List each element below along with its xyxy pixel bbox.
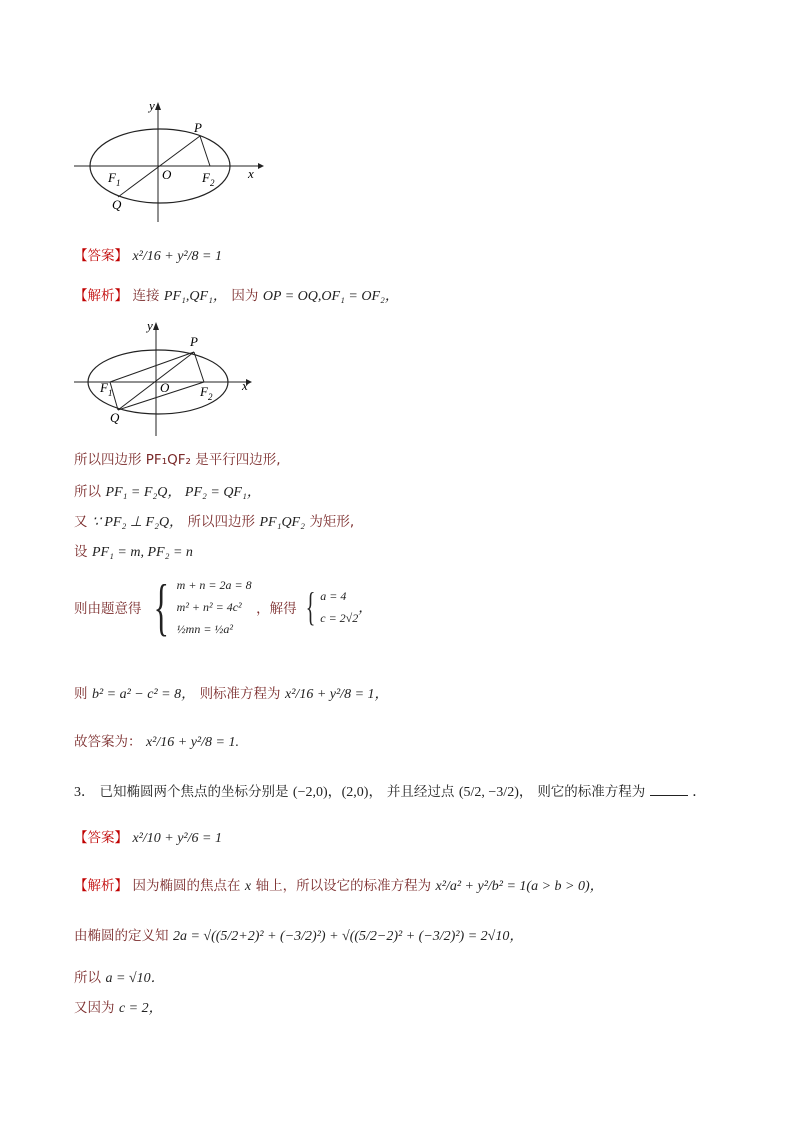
focus-f2-sub: 2 <box>208 392 213 402</box>
y-axis-label: y <box>147 318 153 333</box>
analysis-math-2: x²/a² + y²/b² = 1(a > b > 0)， <box>435 879 604 894</box>
step-math: ∵ PF₂ ⊥ F₂Q， <box>91 515 184 530</box>
ellipse-figure-1 <box>70 98 270 228</box>
step-text-2: ，解得 <box>256 601 297 617</box>
origin-label: O <box>162 167 172 182</box>
step-math-2: x²/16 + y²/8 = 1， <box>285 687 389 702</box>
equation-system <box>177 574 252 640</box>
analysis-text-2: 轴上，所以设它的标准方程为 <box>255 878 432 894</box>
q3-c-value-line <box>74 996 163 1017</box>
analysis-math-2: OP = OQ,OF₁ = OF₂， <box>262 289 399 304</box>
point-p-label: P <box>190 334 198 349</box>
left-brace: { <box>153 571 169 642</box>
analysis-text-2: 因为 <box>231 288 259 304</box>
step-text: 则 <box>74 686 88 702</box>
equation-row: m + n = 2a = 8 <box>176 578 252 592</box>
q2-answer-math: x²/16 + y²/8 = 1 <box>132 249 222 264</box>
focus-f1-label: F <box>108 170 116 185</box>
x-axis-label: x <box>248 166 254 181</box>
point-q-label: Q <box>110 410 120 425</box>
step-rectangle <box>74 510 354 531</box>
focus-f1-sub: 1 <box>108 388 113 398</box>
step-text: 又 <box>74 514 88 530</box>
answer-blank <box>650 783 688 796</box>
step-equal-sides <box>74 480 261 501</box>
step-text: 所以 <box>74 970 101 986</box>
point-p-label: P <box>194 120 202 135</box>
step-math-2: PF₁QF₂ <box>259 515 305 530</box>
q3-analysis-line <box>74 874 604 895</box>
y-axis-label: y <box>149 98 155 113</box>
step-b-squared <box>74 682 389 703</box>
analysis-text: 因为椭圆的焦点在 <box>132 878 241 894</box>
step-text: 又因为 <box>74 1000 115 1016</box>
step-final-answer <box>74 730 239 751</box>
step-text-2: 所以四边形 <box>187 514 256 530</box>
stem-text: 已知椭圆两个焦点的坐标分别是 <box>99 784 289 800</box>
focus-f2-sub: 2 <box>210 178 215 188</box>
left-brace: { <box>305 584 316 629</box>
step-math: x²/16 + y²/8 = 1. <box>145 735 239 750</box>
q2-analysis-line <box>74 284 399 305</box>
analysis-tag: 【解析】 <box>74 288 128 304</box>
step-text: 故答案为： <box>74 734 142 750</box>
step-text: 则由题意得 <box>74 601 142 617</box>
focus-f1-label: F <box>100 380 108 395</box>
answer-tag: 【答案】 <box>74 248 128 264</box>
focus-f2-label: F <box>202 170 210 185</box>
q3-definition-line <box>74 924 523 945</box>
ellipse-figure-2 <box>70 318 270 438</box>
stem-text-2: 并且经过点 <box>386 784 455 800</box>
ellipse-diagram-1 <box>70 98 270 228</box>
analysis-math: PF₁,QF₁， <box>163 289 227 304</box>
step-math: a = √10． <box>105 971 165 986</box>
stem-text-3: 则它的标准方程为 <box>537 784 646 800</box>
solution-system <box>320 585 358 629</box>
step-math: c = 2， <box>118 1001 163 1016</box>
stem-math: (−2,0)，(2,0)， <box>292 785 383 800</box>
q3-answer-line <box>74 826 222 847</box>
q3-answer-math: x²/10 + y²/6 = 1 <box>132 831 222 846</box>
stem-end: ． <box>692 785 707 800</box>
step-math: PF₁ = m, PF₂ = n <box>91 545 193 560</box>
step-math: b² = a² − c² = 8， <box>91 687 196 702</box>
step-text: 所以 <box>74 484 101 500</box>
step-text: 设 <box>74 544 88 560</box>
analysis-tag: 【解析】 <box>74 878 128 894</box>
step-system: 则由题意得 { m + n = 2a = 8 m² + n² = 4c² ½mn = ½a² ，解得 { a = 4 c = 2√2 ， <box>74 571 373 642</box>
step-set-variables <box>74 540 193 561</box>
step-text-2: 则标准方程为 <box>199 686 281 702</box>
q3-stem <box>74 780 706 801</box>
q3-a-value-line <box>74 966 165 987</box>
answer-tag: 【答案】 <box>74 830 128 846</box>
analysis-math: x <box>244 879 252 894</box>
focus-f2-label: F <box>200 384 208 399</box>
question-number: 3． <box>74 785 95 800</box>
solution-row: c = 2√2 <box>320 611 359 625</box>
analysis-text: 连接 <box>132 288 160 304</box>
definition-text: 由椭圆的定义知 <box>74 928 169 944</box>
step-text-3: 为矩形, <box>309 514 355 530</box>
q2-answer-line <box>74 244 222 265</box>
ellipse-diagram-2 <box>70 318 270 438</box>
origin-label: O <box>160 380 170 395</box>
definition-math: 2a = √((5/2+2)² + (−3/2)²) + √((5/2−2)² + (−3/2)²) = 2√10， <box>172 929 524 944</box>
point-q-label: Q <box>112 197 122 212</box>
equation-row: m² + n² = 4c² <box>176 600 242 614</box>
x-axis-label: x <box>242 378 248 393</box>
step-text: 所以四边形 PF₁QF₂ 是平行四边形, <box>74 452 281 468</box>
solution-row: a = 4 <box>320 589 347 603</box>
stem-math-2: (5/2, −3/2)， <box>458 785 533 800</box>
focus-f1-sub: 1 <box>116 178 121 188</box>
equation-row: ½mn = ½a² <box>176 622 234 636</box>
step-math: PF₁ = F₂Q， PF₂ = QF₁， <box>105 485 261 500</box>
step-parallelogram <box>74 448 281 468</box>
